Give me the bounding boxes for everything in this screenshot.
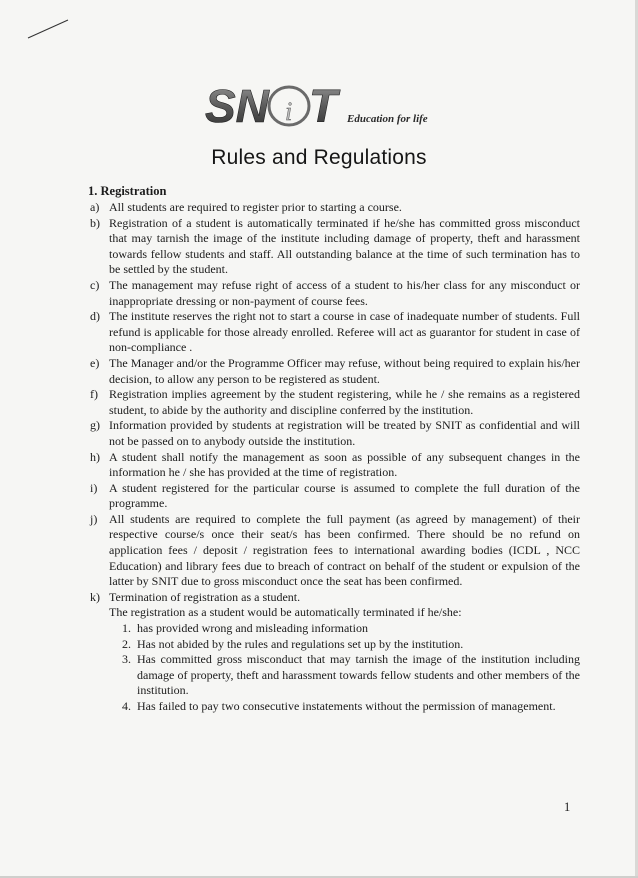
termination-number: 4. <box>122 699 131 713</box>
rule-marker: b) <box>90 215 100 230</box>
rule-marker: j) <box>90 511 98 526</box>
rule-text: The Manager and/or the Programme Officer may refuse, without being required to explain his/her decision, to allow any person to be registered as student. <box>109 355 580 386</box>
rule-text: All students are required to complete the full payment (as agreed by management) of their respective course/s once their seat/s has been confirmed. There should be no refund on application fees / deposit / registration fees to international awarding bodies (ICDL , NCC Education) and library fees due to breach of contract on behalf of the student or expulsion of the latter by SNIT due to gross misconduct once the seat has been confirmed. <box>109 511 580 589</box>
termination-item <box>122 699 580 715</box>
logo-brand-right: T <box>309 80 338 130</box>
termination-text: Has committed gross misconduct that may tarnish the image of the institution including damage of property, theft and harassment towards fellow students and other members of the institution. <box>137 652 580 698</box>
rule-marker: g) <box>90 418 100 433</box>
page-number: 1 <box>564 800 571 814</box>
rule-marker: k) <box>90 589 100 604</box>
termination-text: Has failed to pay two consecutive instatements without the permission of management. <box>137 699 556 713</box>
logo-brand-mid: i <box>285 97 293 126</box>
rule-item <box>88 450 580 481</box>
rule-marker: a) <box>90 200 100 214</box>
rule-text: The management may refuse right of access of a student to his/her class for any misconduct or inappropriate dressing or non-payment of course fees. <box>109 277 580 308</box>
termination-text: has provided wrong and misleading information <box>137 621 368 636</box>
termination-item <box>122 621 580 637</box>
rule-item <box>88 309 580 356</box>
termination-item <box>122 637 580 653</box>
termination-intro: The registration as a student would be automatically terminated if he/she: <box>109 605 462 620</box>
rule-text: A student registered for the particular course is assumed to complete the full duration of the programme. <box>109 480 580 511</box>
rule-item <box>88 278 580 309</box>
rule-item <box>88 590 580 715</box>
pen-mark <box>26 18 70 40</box>
rule-text: Information provided by students at registration will be treated by SNIT as confidential and will not be passed on to anybody outside the institution. <box>109 418 580 448</box>
termination-number: 2. <box>122 636 131 651</box>
rule-item <box>88 418 580 449</box>
rules-content <box>88 183 580 715</box>
snit-logo <box>205 78 445 130</box>
section-title: Registration <box>100 184 167 198</box>
rule-text: Registration implies agreement by the student registering, while he / she remains as a registered student, to abide by the authority and discipline conferred by the institution. <box>109 387 580 417</box>
rule-item <box>88 356 580 387</box>
rule-text: A student shall notify the management as soon as possible of any subsequent changes in the information he / she has provided at the time of registration. <box>109 449 580 480</box>
termination-item <box>122 652 580 699</box>
termination-list <box>109 621 580 715</box>
termination-text: Has not abided by the rules and regulations set up by the institution. <box>137 636 464 651</box>
rules-list <box>88 200 580 715</box>
rule-marker: d) <box>90 309 100 324</box>
rule-item <box>88 387 580 418</box>
rule-marker: i) <box>90 480 98 495</box>
rule-text: Registration of a student is automatically terminated if he/she has committed gross misconduct that may tarnish the image of the institute including damage of property, theft and harassment towards fellow students and staff. All outstanding balance at the time of such termination has to be settled by the student. <box>109 215 580 277</box>
rule-marker: f) <box>90 387 98 402</box>
rule-item <box>88 481 580 512</box>
termination-number: 3. <box>122 652 131 667</box>
rule-item <box>88 200 580 216</box>
logo-tagline: Education for life <box>347 113 428 125</box>
page-title: Rules and Regulations <box>211 146 427 169</box>
rule-marker: c) <box>90 277 100 292</box>
rule-text: The institute reserves the right not to start a course in case of inadequate number of students. Full refund is applicable for those already enrolled. Referee will act as guarantor for student in case of non-compliance . <box>109 309 580 355</box>
rule-marker: e) <box>90 355 100 370</box>
rule-text: Termination of registration as a student. <box>109 589 301 604</box>
rule-item <box>88 216 580 278</box>
section-number: 1. <box>88 184 98 198</box>
rule-marker: h) <box>90 449 100 464</box>
rule-item <box>88 512 580 590</box>
logo-brand-left: SN <box>205 80 269 130</box>
rule-text: All students are required to register prior to starting a course. <box>109 200 402 214</box>
section-heading <box>88 183 580 199</box>
termination-number: 1. <box>122 621 131 636</box>
